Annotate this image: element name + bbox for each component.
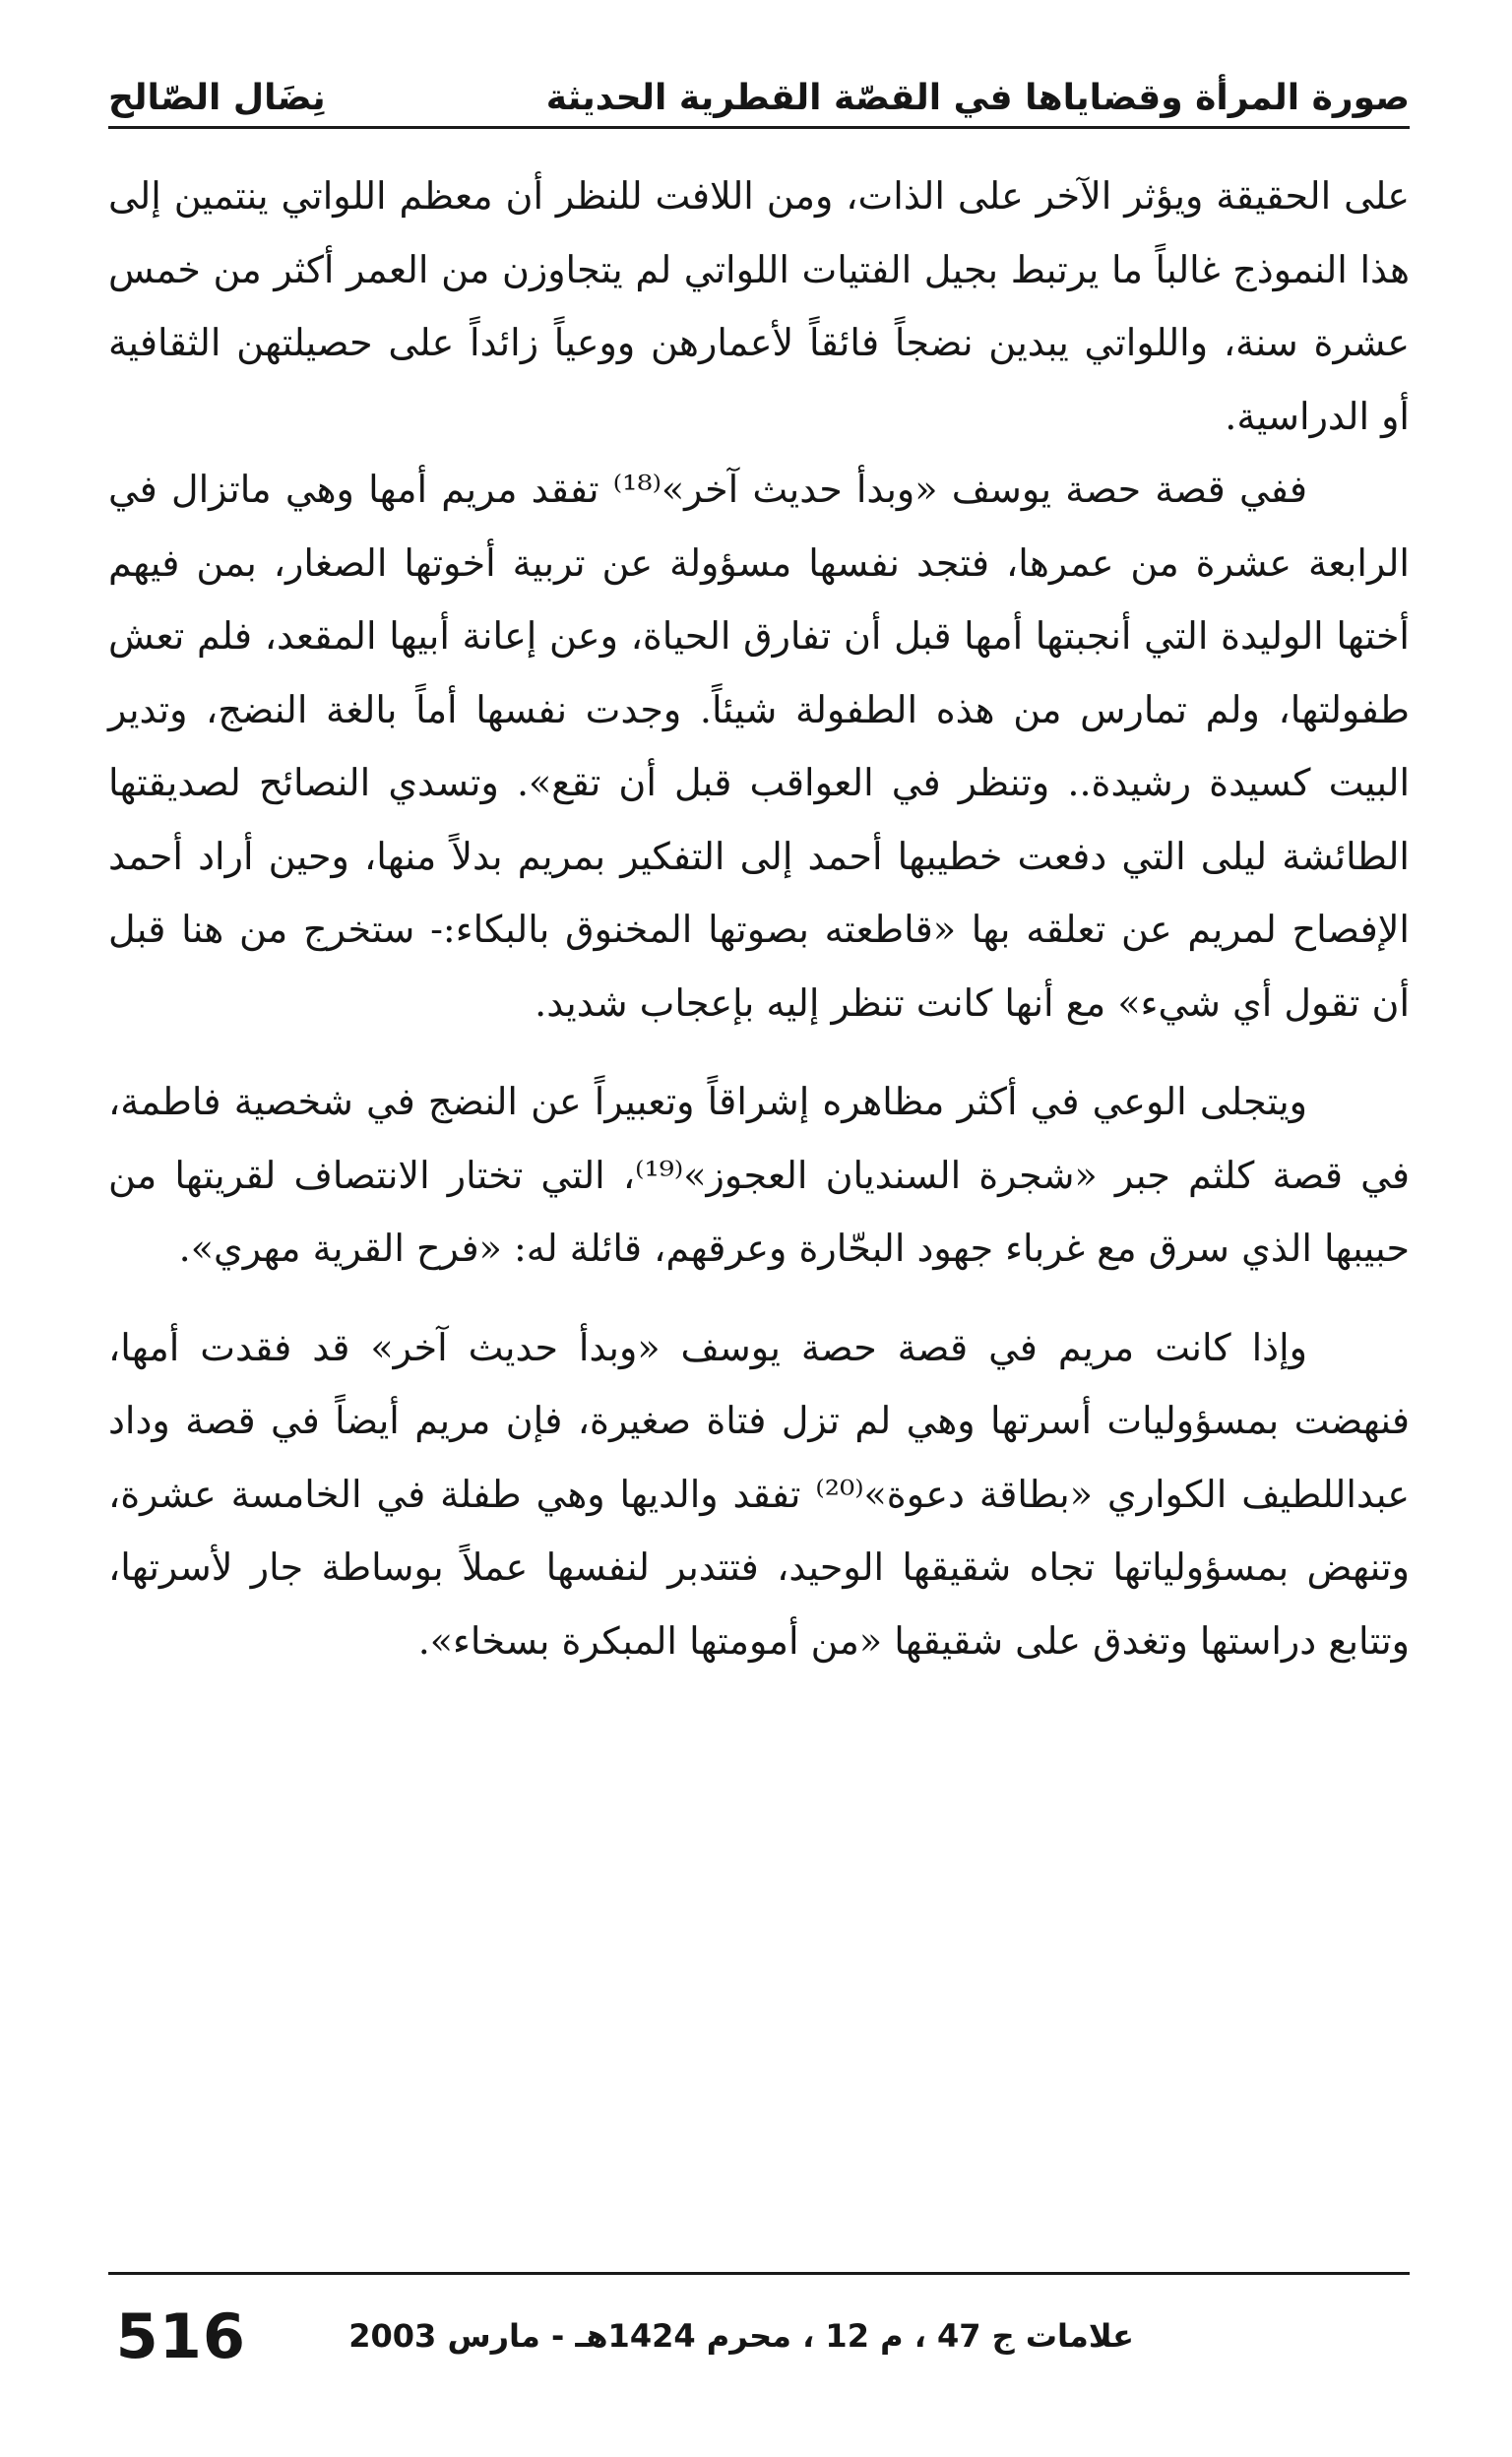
body-text bbox=[108, 159, 1410, 1677]
paragraph-2: ففي قصة حصة يوسف «وبدأ حديث آخر»⁽¹⁸⁾ تفقد مريم أمها وهي ماتزال في الرابعة عشرة من عمرها، فتجد نفسها مسؤولة عن تربية أخوتها الصغار، بمن فيهم أختها الوليدة التي أنجبتها أمها قبل أن تفارق الحياة، وعن إعانة أبيها المقعد، فلم تعش طفولتها، ولم تمارس من هذه الطفولة شيئاً. وجدت نفسها أماً بالغة النضج، وتدير البيت كسيدة رشيدة.. وتنظر في العواقب قبل أن تقع». وتسدي النصائح لصديقتها الطائشة ليلى التي دفعت خطيبها أحمد إلى التفكير بمريم بدلاً منها، وحين أراد أحمد الإفصاح لمريم عن تعلقه بها «قاطعته بصوتها المخنوق بالبكاء:- ستخرج من هنا قبل أن تقول أي شيء» مع أنها كانت تنظر إليه بإعجاب شديد. bbox=[108, 468, 1410, 1025]
footer-rule bbox=[108, 2272, 1410, 2275]
paragraph-3: ويتجلى الوعي في أكثر مظاهره إشراقاً وتعبيراً عن النضج في شخصية فاطمة، في قصة كلثم جبر «شجرة السنديان العجوز»⁽¹⁹⁾، التي تختار الانتصاف لقريتها من حبيبها الذي سرق مع غرباء جهود البحّارة وعرقهم، قائلة له: «فرح القرية مهري». bbox=[108, 1080, 1410, 1270]
paragraph-1: على الحقيقة ويؤثر الآخر على الذات، ومن اللافت للنظر أن معظم اللواتي ينتمين إلى هذا النموذج غالباً ما يرتبط بجيل الفتيات اللواتي لم يتجاوزن من العمر أكثر من خمس عشرة سنة، واللواتي يبدين نضجاً فائقاً لأعمارهن ووعياً زائداً على حصيلتهن الثقافية أو الدراسية. bbox=[108, 174, 1410, 438]
paragraph-4: وإذا كانت مريم في قصة حصة يوسف «وبدأ حديث آخر» قد فقدت أمها، فنهضت بمسؤوليات أسرتها وهي لم تزل فتاة صغيرة، فإن مريم أيضاً في قصة وداد عبداللطيف الكواري «بطاقة دعوة»⁽²⁰⁾ تفقد والديها وهي طفلة في الخامسة عشرة، وتنهض بمسؤولياتها تجاه شقيقها الوحيد، فتتدبر لنفسها عملاً بوساطة جار لأسرتها، وتتابع دراستها وتغدق على شقيقها «من أمومتها المبكرة بسخاء». bbox=[108, 1325, 1410, 1663]
page-footer bbox=[108, 2292, 1410, 2380]
journal-citation: علامات ج 47 ، م 12 ، محرم 1424هـ - مارس 2003 bbox=[348, 2317, 1134, 2355]
page-number: 516 bbox=[115, 2300, 246, 2372]
author-name: نِضَال الصّالح bbox=[108, 78, 326, 118]
header-rule bbox=[108, 126, 1410, 129]
running-header bbox=[108, 43, 1410, 118]
article-title: صورة المرأة وقضاياها في القصّة القطرية الحديثة bbox=[545, 78, 1410, 118]
